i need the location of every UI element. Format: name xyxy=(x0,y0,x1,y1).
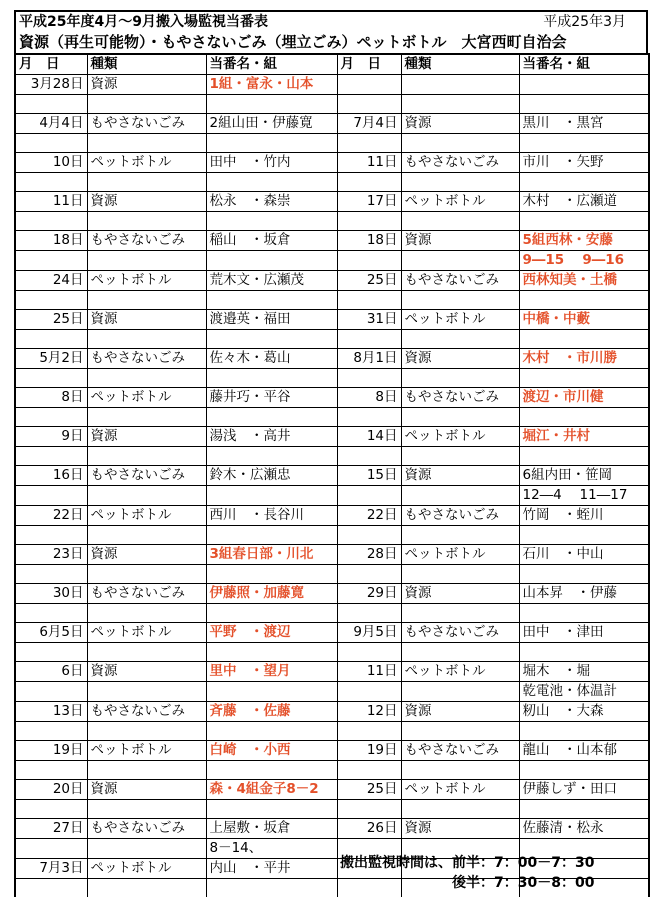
spacer-cell xyxy=(337,408,401,427)
right-names-cell: 渡辺・市川健 xyxy=(519,388,649,408)
right-sub-note xyxy=(519,291,649,310)
table-row xyxy=(15,545,649,565)
right-date-cell: 12日 xyxy=(337,702,401,722)
spacer-cell xyxy=(337,643,401,662)
right-sub-note xyxy=(519,604,649,623)
table-row xyxy=(15,506,649,526)
table-row xyxy=(15,349,649,369)
spacer-cell xyxy=(401,369,519,388)
table-row xyxy=(15,466,649,486)
spacer-row xyxy=(15,526,649,545)
spacer-cell xyxy=(337,722,401,741)
spacer-cell xyxy=(87,879,206,898)
spacer-cell xyxy=(15,643,87,662)
right-date-cell: 26日 xyxy=(337,819,401,839)
right-sub-note: 乾電池・体温計 xyxy=(519,682,649,702)
right-type-cell: ペットボトル xyxy=(401,427,519,447)
left-date-cell: 5月2日 xyxy=(15,349,87,369)
spacer-row xyxy=(15,134,649,153)
left-sub-note xyxy=(206,330,337,349)
spacer-cell xyxy=(87,486,206,506)
spacer-cell xyxy=(87,643,206,662)
right-type-cell: 資源 xyxy=(401,114,519,134)
header-type-right: 種類 xyxy=(401,54,519,75)
spacer-cell xyxy=(401,565,519,584)
spacer-cell xyxy=(401,447,519,466)
spacer-cell xyxy=(15,879,87,898)
spacer-row xyxy=(15,682,649,702)
spacer-cell xyxy=(337,95,401,114)
header-names-right: 当番名・組 xyxy=(519,54,649,75)
right-type-cell: 資源 xyxy=(401,231,519,251)
spacer-cell xyxy=(401,800,519,819)
right-sub-note xyxy=(519,95,649,114)
right-date-cell xyxy=(337,75,401,95)
left-date-cell: 6月5日 xyxy=(15,623,87,643)
left-type-cell: もやさないごみ xyxy=(87,584,206,604)
left-names-cell: 湯浅 ・高井 xyxy=(206,427,337,447)
spacer-cell xyxy=(337,212,401,231)
left-date-cell: 20日 xyxy=(15,780,87,800)
spacer-row xyxy=(15,643,649,662)
left-sub-note xyxy=(206,604,337,623)
spacer-cell xyxy=(337,800,401,819)
spacer-row xyxy=(15,212,649,231)
table-row xyxy=(15,584,649,604)
left-date-cell: 23日 xyxy=(15,545,87,565)
spacer-cell xyxy=(15,95,87,114)
right-type-cell: ペットボトル xyxy=(401,662,519,682)
spacer-cell xyxy=(87,251,206,271)
spacer-cell xyxy=(87,565,206,584)
right-names-cell: 田中 ・津田 xyxy=(519,623,649,643)
right-type-cell: もやさないごみ xyxy=(401,388,519,408)
organization-bar xyxy=(14,31,648,53)
left-type-cell: もやさないごみ xyxy=(87,231,206,251)
spacer-cell xyxy=(401,251,519,271)
left-type-cell: もやさないごみ xyxy=(87,819,206,839)
left-names-cell: 藤井巧・平谷 xyxy=(206,388,337,408)
right-names-cell: 中橋・中藪 xyxy=(519,310,649,330)
right-type-cell: ペットボトル xyxy=(401,545,519,565)
right-type-cell: 資源 xyxy=(401,819,519,839)
right-date-cell: 31日 xyxy=(337,310,401,330)
left-names-cell: 1組・富永・山本 xyxy=(206,75,337,95)
spacer-cell xyxy=(87,408,206,427)
left-date-cell: 19日 xyxy=(15,741,87,761)
table-row xyxy=(15,623,649,643)
table-header-row xyxy=(15,54,649,75)
spacer-cell xyxy=(401,722,519,741)
right-sub-note xyxy=(519,212,649,231)
right-type-cell: もやさないごみ xyxy=(401,153,519,173)
left-sub-note xyxy=(206,643,337,662)
left-names-cell: 鈴木・広瀬忠 xyxy=(206,466,337,486)
right-names-cell: 伊藤しず・田口 xyxy=(519,780,649,800)
right-date-cell: 19日 xyxy=(337,741,401,761)
spacer-cell xyxy=(87,722,206,741)
spacer-cell xyxy=(15,722,87,741)
spacer-row xyxy=(15,486,649,506)
right-date-cell: 17日 xyxy=(337,192,401,212)
table-row xyxy=(15,741,649,761)
spacer-row xyxy=(15,408,649,427)
spacer-cell xyxy=(337,761,401,780)
right-type-cell: もやさないごみ xyxy=(401,741,519,761)
right-names-cell: 木村 ・広瀬道 xyxy=(519,192,649,212)
spacer-cell xyxy=(15,604,87,623)
spacer-cell xyxy=(401,643,519,662)
spacer-cell xyxy=(401,408,519,427)
spacer-cell xyxy=(15,291,87,310)
spacer-cell xyxy=(401,173,519,192)
spacer-row xyxy=(15,173,649,192)
left-names-cell: 荒木文・広瀬茂 xyxy=(206,271,337,291)
left-date-cell: 22日 xyxy=(15,506,87,526)
spacer-row xyxy=(15,604,649,623)
spacer-cell xyxy=(15,526,87,545)
spacer-cell xyxy=(15,447,87,466)
spacer-cell xyxy=(337,604,401,623)
right-sub-note xyxy=(519,526,649,545)
right-date-cell: 7月4日 xyxy=(337,114,401,134)
left-date-cell: 6日 xyxy=(15,662,87,682)
spacer-row xyxy=(15,251,649,271)
header-type-left: 種類 xyxy=(87,54,206,75)
spacer-cell xyxy=(15,330,87,349)
left-sub-note xyxy=(206,134,337,153)
spacer-cell xyxy=(337,526,401,545)
left-names-cell: 斉藤 ・佐藤 xyxy=(206,702,337,722)
left-sub-note xyxy=(206,800,337,819)
spacer-cell xyxy=(87,95,206,114)
spacer-cell xyxy=(337,134,401,153)
right-type-cell: もやさないごみ xyxy=(401,623,519,643)
spacer-cell xyxy=(337,173,401,192)
spacer-cell xyxy=(87,291,206,310)
left-sub-note xyxy=(206,486,337,506)
right-sub-note: 12―4 11―17 xyxy=(519,486,649,506)
spacer-cell xyxy=(337,369,401,388)
right-names-cell: 龍山 ・山本郁 xyxy=(519,741,649,761)
right-names-cell: 西林知美・土橋 xyxy=(519,271,649,291)
right-sub-note xyxy=(519,330,649,349)
spacer-cell xyxy=(87,800,206,819)
left-type-cell: もやさないごみ xyxy=(87,702,206,722)
left-names-cell: 上屋敷・坂倉 xyxy=(206,819,337,839)
left-sub-note xyxy=(206,291,337,310)
spacer-cell xyxy=(401,761,519,780)
spacer-cell xyxy=(15,408,87,427)
left-type-cell: 資源 xyxy=(87,662,206,682)
left-date-cell: 27日 xyxy=(15,819,87,839)
left-date-cell: 4月4日 xyxy=(15,114,87,134)
left-sub-note xyxy=(206,408,337,427)
right-type-cell: 資源 xyxy=(401,584,519,604)
right-type-cell: ペットボトル xyxy=(401,310,519,330)
left-date-cell: 13日 xyxy=(15,702,87,722)
right-sub-note xyxy=(519,408,649,427)
time-note-line-2: 後半：7：30－8：00 xyxy=(452,875,595,891)
left-date-cell: 25日 xyxy=(15,310,87,330)
left-names-cell: 田中 ・竹内 xyxy=(206,153,337,173)
table-row xyxy=(15,153,649,173)
header-names-left: 当番名・組 xyxy=(206,54,337,75)
left-date-cell: 30日 xyxy=(15,584,87,604)
right-sub-note xyxy=(519,722,649,741)
spacer-cell xyxy=(15,682,87,702)
left-sub-note xyxy=(206,212,337,231)
left-sub-note xyxy=(206,526,337,545)
left-date-cell: 24日 xyxy=(15,271,87,291)
left-type-cell: 資源 xyxy=(87,427,206,447)
left-sub-note xyxy=(206,722,337,741)
table-row xyxy=(15,388,649,408)
spacer-cell xyxy=(87,839,206,859)
table-row xyxy=(15,819,649,839)
left-names-cell: 平野 ・渡辺 xyxy=(206,623,337,643)
left-type-cell: 資源 xyxy=(87,310,206,330)
table-row xyxy=(15,231,649,251)
left-sub-note xyxy=(206,879,337,898)
spacer-row xyxy=(15,761,649,780)
table-row xyxy=(15,310,649,330)
spacer-cell xyxy=(87,761,206,780)
left-type-cell: ペットボトル xyxy=(87,859,206,879)
spacer-cell xyxy=(15,369,87,388)
right-sub-note xyxy=(519,134,649,153)
spacer-cell xyxy=(15,839,87,859)
right-names-cell: 木村 ・市川勝 xyxy=(519,349,649,369)
left-names-cell: 森・4組金子8－2 xyxy=(206,780,337,800)
left-date-cell: 8日 xyxy=(15,388,87,408)
spacer-cell xyxy=(337,330,401,349)
spacer-cell xyxy=(337,291,401,310)
spacer-row xyxy=(15,800,649,819)
left-type-cell: ペットボトル xyxy=(87,271,206,291)
left-type-cell: もやさないごみ xyxy=(87,114,206,134)
right-date-cell: 9月5日 xyxy=(337,623,401,643)
spacer-cell xyxy=(87,212,206,231)
left-names-cell: 里中 ・望月 xyxy=(206,662,337,682)
right-date-cell: 8月1日 xyxy=(337,349,401,369)
table-row xyxy=(15,75,649,95)
table-row xyxy=(15,662,649,682)
spacer-cell xyxy=(15,486,87,506)
organization-line: 資源（再生可能物）・もやさないごみ（埋立ごみ）ペットボトル 大宮西町自治会 xyxy=(19,33,567,51)
spacer-cell xyxy=(401,212,519,231)
left-names-cell: 2組山田・伊藤寛 xyxy=(206,114,337,134)
spacer-cell xyxy=(87,330,206,349)
spacer-cell xyxy=(15,134,87,153)
left-names-cell: 西川 ・長谷川 xyxy=(206,506,337,526)
spacer-cell xyxy=(15,173,87,192)
table-row xyxy=(15,192,649,212)
right-names-cell: 堀江・井村 xyxy=(519,427,649,447)
right-names-cell: 6組内田・笹岡 xyxy=(519,466,649,486)
document-title: 平成25年度4月～9月搬入場監視当番表 xyxy=(19,14,268,30)
table-row xyxy=(15,271,649,291)
right-type-cell: もやさないごみ xyxy=(401,506,519,526)
table-row xyxy=(15,114,649,134)
left-names-cell: 松永 ・森崇 xyxy=(206,192,337,212)
spacer-cell xyxy=(87,682,206,702)
spacer-cell xyxy=(15,251,87,271)
right-names-cell: 籾山 ・大森 xyxy=(519,702,649,722)
left-type-cell: 資源 xyxy=(87,192,206,212)
right-date-cell: 28日 xyxy=(337,545,401,565)
spacer-cell xyxy=(401,682,519,702)
spacer-cell xyxy=(401,604,519,623)
right-date-cell: 15日 xyxy=(337,466,401,486)
left-type-cell: ペットボトル xyxy=(87,153,206,173)
table-row xyxy=(15,702,649,722)
spacer-cell xyxy=(15,565,87,584)
left-type-cell: もやさないごみ xyxy=(87,466,206,486)
left-names-cell: 内山 ・平井 xyxy=(206,859,337,879)
right-names-cell: 石川 ・中山 xyxy=(519,545,649,565)
spacer-row xyxy=(15,291,649,310)
left-date-cell: 3月28日 xyxy=(15,75,87,95)
title-bar xyxy=(14,10,648,31)
left-sub-note xyxy=(206,447,337,466)
spacer-cell xyxy=(15,212,87,231)
spacer-cell xyxy=(401,330,519,349)
header-date-left: 月 日 xyxy=(15,54,87,75)
spacer-cell xyxy=(87,604,206,623)
right-names-cell: 黒川 ・黒宮 xyxy=(519,114,649,134)
schedule-sheet xyxy=(14,10,648,891)
right-sub-note: 9―15 9―16 xyxy=(519,251,649,271)
spacer-cell xyxy=(15,800,87,819)
spacer-cell xyxy=(337,251,401,271)
spacer-cell xyxy=(15,761,87,780)
right-date-cell: 14日 xyxy=(337,427,401,447)
right-date-cell: 11日 xyxy=(337,153,401,173)
right-names-cell: 堀木 ・堀 xyxy=(519,662,649,682)
left-sub-note xyxy=(206,251,337,271)
table-row xyxy=(15,780,649,800)
right-names-cell: 市川 ・矢野 xyxy=(519,153,649,173)
spacer-row xyxy=(15,447,649,466)
left-type-cell: 資源 xyxy=(87,780,206,800)
left-date-cell: 18日 xyxy=(15,231,87,251)
right-sub-note xyxy=(519,643,649,662)
left-type-cell: もやさないごみ xyxy=(87,349,206,369)
right-date-cell: 8日 xyxy=(337,388,401,408)
left-type-cell: 資源 xyxy=(87,75,206,95)
right-date-cell: 25日 xyxy=(337,271,401,291)
issue-date: 平成25年3月 xyxy=(543,14,626,30)
left-sub-note xyxy=(206,565,337,584)
spacer-cell xyxy=(401,95,519,114)
right-sub-note xyxy=(519,369,649,388)
right-type-cell: 資源 xyxy=(401,349,519,369)
left-sub-note xyxy=(206,95,337,114)
right-sub-note xyxy=(519,761,649,780)
left-sub-note xyxy=(206,761,337,780)
right-names-cell: 佐藤清・松永 xyxy=(519,819,649,839)
left-date-cell: 10日 xyxy=(15,153,87,173)
left-names-cell: 白崎 ・小西 xyxy=(206,741,337,761)
right-date-cell: 22日 xyxy=(337,506,401,526)
right-sub-note xyxy=(519,173,649,192)
left-date-cell: 11日 xyxy=(15,192,87,212)
left-type-cell: ペットボトル xyxy=(87,741,206,761)
spacer-cell xyxy=(337,447,401,466)
spacer-cell xyxy=(401,486,519,506)
right-date-cell: 29日 xyxy=(337,584,401,604)
left-type-cell: 資源 xyxy=(87,545,206,565)
header-date-right: 月 日 xyxy=(337,54,401,75)
left-names-cell: 渡邉英・福田 xyxy=(206,310,337,330)
right-type-cell: 資源 xyxy=(401,702,519,722)
left-names-cell: 3組春日部・川北 xyxy=(206,545,337,565)
spacer-cell xyxy=(87,173,206,192)
spacer-row xyxy=(15,565,649,584)
left-type-cell: ペットボトル xyxy=(87,388,206,408)
right-type-cell: ペットボトル xyxy=(401,192,519,212)
right-names-cell: 山本昇 ・伊藤 xyxy=(519,584,649,604)
left-names-cell: 稲山 ・坂倉 xyxy=(206,231,337,251)
right-type-cell xyxy=(401,75,519,95)
spacer-row xyxy=(15,330,649,349)
spacer-cell xyxy=(337,565,401,584)
spacer-row xyxy=(15,369,649,388)
right-type-cell: 資源 xyxy=(401,466,519,486)
spacer-row xyxy=(15,95,649,114)
spacer-cell xyxy=(337,486,401,506)
spacer-cell xyxy=(87,369,206,388)
left-date-cell: 9日 xyxy=(15,427,87,447)
left-sub-note xyxy=(206,369,337,388)
right-names-cell: 5組西林・安藤 xyxy=(519,231,649,251)
table-row xyxy=(15,427,649,447)
left-names-cell: 佐々木・葛山 xyxy=(206,349,337,369)
spacer-cell xyxy=(337,682,401,702)
left-type-cell: ペットボトル xyxy=(87,623,206,643)
right-names-cell: 竹岡 ・蛭川 xyxy=(519,506,649,526)
spacer-cell xyxy=(87,447,206,466)
duty-table xyxy=(14,53,650,897)
right-sub-note xyxy=(519,565,649,584)
right-sub-note xyxy=(519,800,649,819)
left-date-cell: 7月3日 xyxy=(15,859,87,879)
right-date-cell: 11日 xyxy=(337,662,401,682)
left-type-cell: ペットボトル xyxy=(87,506,206,526)
left-sub-note xyxy=(206,682,337,702)
right-sub-note xyxy=(519,447,649,466)
time-note-line-1: 搬出監視時間は、前半：7：00－7：30 xyxy=(340,855,595,871)
right-type-cell: ペットボトル xyxy=(401,780,519,800)
spacer-cell xyxy=(401,291,519,310)
left-date-cell: 16日 xyxy=(15,466,87,486)
spacer-cell xyxy=(87,526,206,545)
spacer-cell xyxy=(401,134,519,153)
right-names-cell xyxy=(519,75,649,95)
right-date-cell: 25日 xyxy=(337,780,401,800)
spacer-row xyxy=(15,722,649,741)
right-date-cell: 18日 xyxy=(337,231,401,251)
spacer-cell xyxy=(87,134,206,153)
left-sub-note xyxy=(206,173,337,192)
spacer-cell xyxy=(401,526,519,545)
monitoring-time-note xyxy=(340,853,648,893)
left-sub-note: 8－14、 xyxy=(206,839,337,859)
right-type-cell: もやさないごみ xyxy=(401,271,519,291)
left-names-cell: 伊藤照・加藤寛 xyxy=(206,584,337,604)
